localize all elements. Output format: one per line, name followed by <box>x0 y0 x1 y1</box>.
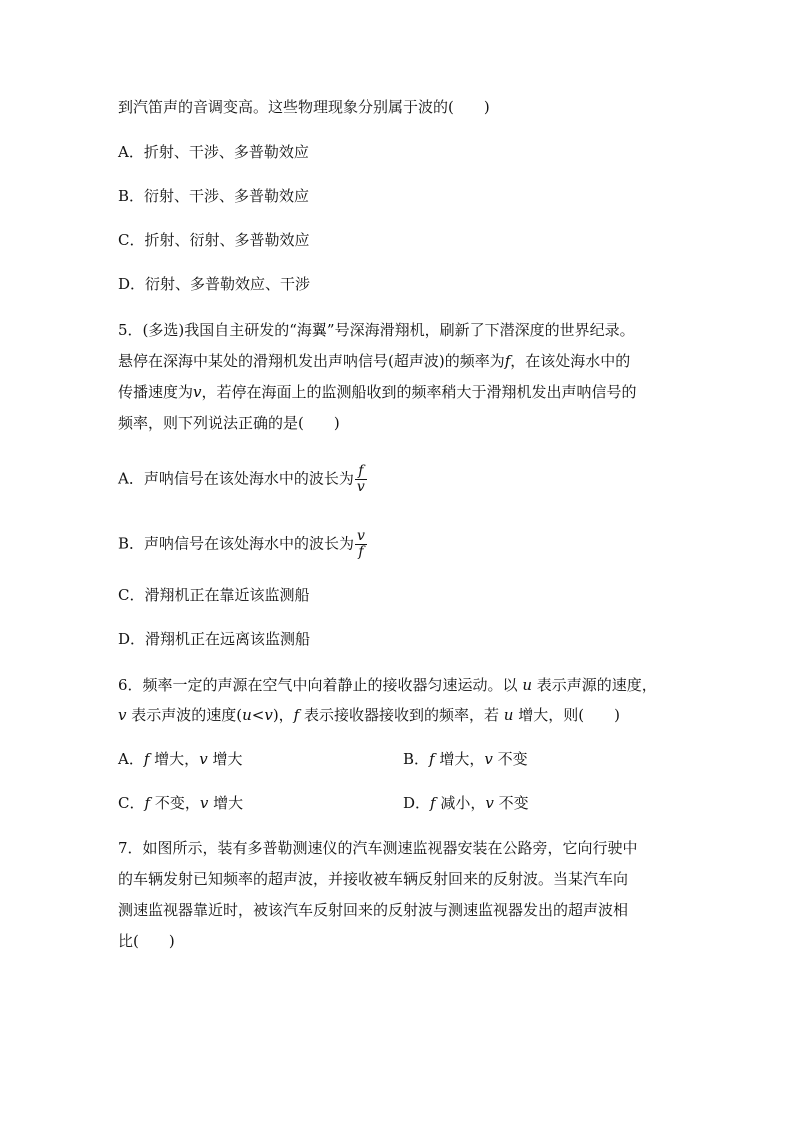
q6-option-b <box>403 749 528 769</box>
q6-option-c-v: v <box>199 794 209 812</box>
q6-line-2-text-b: )， <box>272 706 294 724</box>
q7-line-2: 的车辆发射已知频率的超声波，并接收被车辆反射回来的反射波。当某汽车向 <box>118 870 629 888</box>
q5-option-a <box>118 464 367 495</box>
q6-option-c-f: f <box>144 794 151 812</box>
q6-option-c-t2: 增大 <box>208 794 244 812</box>
q6-line-2 <box>118 705 620 725</box>
intro-line: 到汽笛声的音调变高。这些物理现象分别属于波的( ) <box>118 98 490 116</box>
q5-option-c: C．滑翔机正在靠近该监测船 <box>118 586 310 604</box>
q5-option-b-text: B．声呐信号在该处海水中的波长为 <box>118 534 355 553</box>
q6-option-d-t2: 不变 <box>493 794 529 812</box>
q7-line-3: 测速监视器靠近时，被该汽车反射回来的反射波与测速监视器发出的超声波相 <box>118 901 629 919</box>
q5-option-a-fraction <box>355 464 367 495</box>
q6-line-1-text-b: 表示声源的速度， <box>532 676 657 694</box>
q7-line-1: 7．如图所示，装有多普勒测速仪的汽车测速监视器安装在公路旁，它向行驶中 <box>118 839 638 857</box>
q5-line-2-text-a: 悬停在深海中某处的滑翔机发出声呐信号(超声波)的频率为 <box>118 352 505 370</box>
q6-option-b-t2: 不变 <box>492 750 528 768</box>
q5-line-2 <box>118 351 630 371</box>
q5-option-a-text: A．声呐信号在该处海水中的波长为 <box>118 469 354 488</box>
q6-option-b-f: f <box>429 750 435 768</box>
q4-option-a: A．折射、干涉、多普勒效应 <box>118 143 309 161</box>
q5-line-3 <box>118 382 637 402</box>
q5-line-1: 5．(多选)我国自主研发的“海翼”号深海滑翔机，刷新了下潜深度的世界纪录。 <box>118 321 635 339</box>
q5-speed-symbol: v <box>193 383 202 401</box>
q5-line-3-text-b: ，若停在海面上的监测船收到的频率稍大于滑翔机发出声呐信号的 <box>201 383 637 401</box>
q6-option-b-label: B． <box>403 750 430 768</box>
fraction-numerator: f <box>355 464 367 480</box>
q6-option-d-t1: 减小， <box>435 794 486 812</box>
q4-option-d: D．衍射、多普勒效应、干涉 <box>118 275 311 293</box>
q6-option-c <box>118 793 243 813</box>
q6-u-symbol-2: u <box>503 706 514 724</box>
q6-line-1-text-a: 6．频率一定的声源在空气中向着静止的接收器匀速运动。以 <box>118 676 523 694</box>
q5-frequency-symbol: f <box>504 352 511 370</box>
q7-line-4: 比( ) <box>118 932 175 950</box>
fraction-denominator: f <box>358 544 364 560</box>
q6-option-b-t1: 增大， <box>434 750 485 768</box>
q6-option-a-f: f <box>143 750 150 768</box>
q5-option-b-fraction <box>355 529 367 560</box>
q6-line-2-text-a: 表示声波的速度( <box>126 706 243 724</box>
q4-option-b: B．衍射、干涉、多普勒效应 <box>118 187 310 205</box>
q6-v-symbol: v <box>118 706 127 724</box>
q6-u-symbol: u <box>522 676 532 694</box>
q6-option-a-v: v <box>199 750 208 768</box>
q5-option-d: D．滑翔机正在远离该监测船 <box>118 630 311 648</box>
q6-line-2-text-d: 增大，则( ) <box>513 706 620 724</box>
q6-option-a-t2: 增大 <box>207 750 243 768</box>
fraction-numerator: v <box>357 528 365 544</box>
q5-line-3-text-a: 传播速度为 <box>118 383 194 401</box>
q6-line-2-text-c: 表示接收器接收到的频率，若 <box>299 706 504 724</box>
q6-f-symbol: f <box>293 706 300 724</box>
q6-option-c-label: C． <box>118 794 145 812</box>
q5-line-4: 频率，则下列说法正确的是( ) <box>118 414 340 432</box>
q6-option-a-label: A． <box>118 750 144 768</box>
q6-option-d-f: f <box>430 794 436 812</box>
q6-condition: u<v <box>242 706 273 724</box>
q5-option-b <box>118 529 367 560</box>
q6-line-1 <box>118 675 657 695</box>
q6-option-a-t1: 增大， <box>149 750 200 768</box>
q6-option-a <box>118 749 242 769</box>
q6-option-c-t1: 不变， <box>150 794 200 812</box>
q6-option-d <box>403 793 529 813</box>
q4-option-c: C．折射、衍射、多普勒效应 <box>118 231 310 249</box>
q6-option-d-label: D． <box>403 794 431 812</box>
q5-line-2-text-b: ，在该处海水中的 <box>510 352 631 370</box>
fraction-denominator: v <box>356 479 365 495</box>
q6-option-b-v: v <box>484 750 493 768</box>
q6-option-d-v: v <box>485 794 494 812</box>
